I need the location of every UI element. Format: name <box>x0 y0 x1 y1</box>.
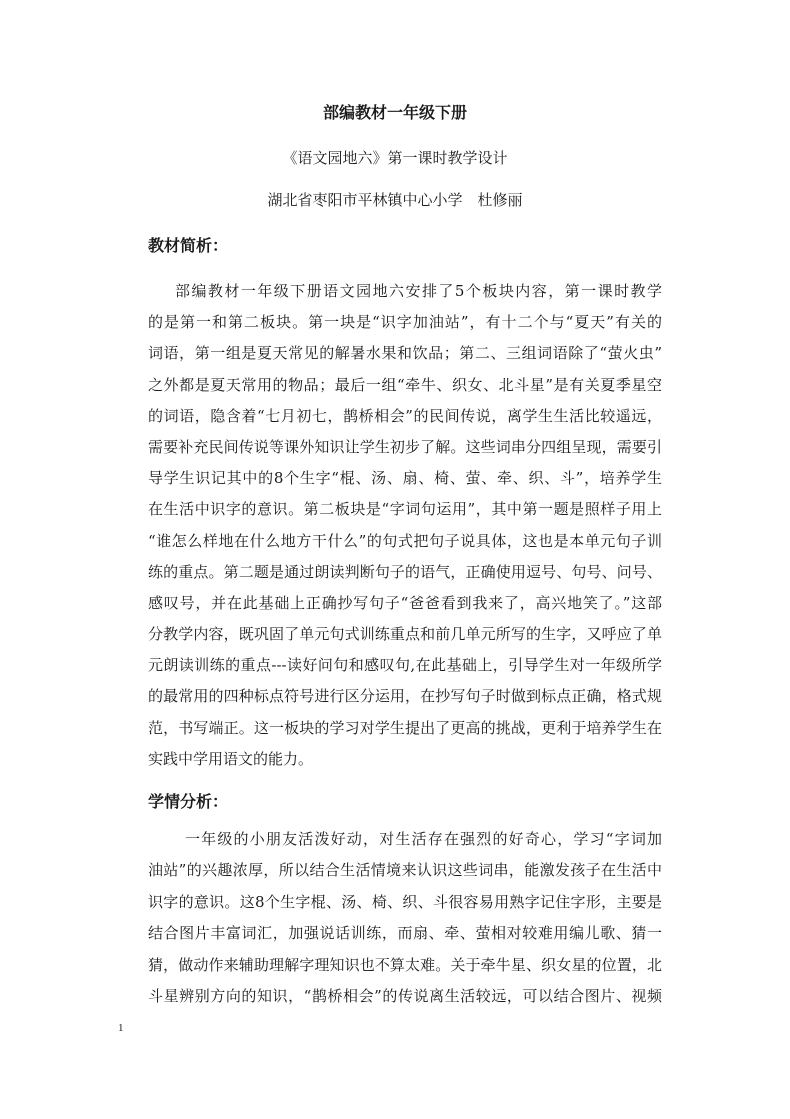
paragraph-line: 的词语，隐含着“七月初七，鹊桥相会”的民间传说，离学生生活比较遥远， <box>148 406 662 425</box>
paragraph-line: 的是第一和第二板块。第一块是“识字加油站”，有十二个与“夏天”有关的 <box>148 313 662 332</box>
section-heading-student-analysis: 学情分析： <box>148 792 229 811</box>
paragraph-line: 导学生识记其中的8个生字“棍、汤、扇、椅、萤、牵、织、斗”，培养学生 <box>148 469 662 488</box>
page-number: 1 <box>118 1022 124 1034</box>
paragraph-line: 分教学内容，既巩固了单元句式训练重点和前几单元所写的生字，又呼应了单 <box>148 625 662 644</box>
paragraph-line: 之外都是夏天常用的物品；最后一组“牵牛、织女、北斗星”是有关夏季星空 <box>148 375 662 394</box>
paragraph-line: 斗星辨别方向的知识，“鹊桥相会”的传说离生活较远，可以结合图片、视频 <box>148 986 662 1005</box>
paragraph-line: 感叹号，并在此基础上正确抄写句子“爸爸看到我来了，高兴地笑了。”这部 <box>148 593 662 612</box>
paragraph-line: 元朗读训练的重点---读好问句和感叹句,在此基础上，引导学生对一年级所学 <box>148 656 662 675</box>
paragraph-line: 的最常用的四种标点符号进行区分运用，在抄写句子时做到标点正确，格式规 <box>148 687 662 706</box>
section-body-textbook-analysis <box>148 276 662 775</box>
document-subtitle: 《语文园地六》第一课时教学设计 <box>282 149 508 167</box>
paragraph-line: “谁怎么样地在什么地方干什么”的句式把句子说具体，这也是本单元句子训 <box>148 531 662 550</box>
paragraph-line: 实践中学用语文的能力。 <box>148 749 314 768</box>
paragraph-line: 部编教材一年级下册语文园地六安排了5个板块内容，第一课时教学 <box>175 282 662 300</box>
paragraph-line: 猜，做动作来辅助理解字理知识也不算太难。关于牵牛星、织女星的位置，北 <box>148 955 662 974</box>
paragraph-line: 词语，第一组是夏天常见的解暑水果和饮品；第二、三组词语除了“萤火虫” <box>148 344 662 363</box>
paragraph-line: 结合图片丰富词汇，加强说话训练，而扇、牵、萤相对较难用编儿歌、猜一 <box>148 924 662 943</box>
paragraph-line: 范，书写端正。这一板块的学习对学生提出了更高的挑战，更利于培养学生在 <box>148 718 662 737</box>
paragraph-line: 一年级的小朋友活泼好动，对生活存在强烈的好奇心，学习“字词加 <box>185 830 662 848</box>
section-heading-textbook-analysis: 教材简析： <box>148 236 229 255</box>
paragraph-line: 需要补充民间传说等课外知识让学生初步了解。这些词串分四组呈现，需要引 <box>148 437 662 456</box>
document-title: 部编教材一年级下册 <box>322 103 467 122</box>
paragraph-line: 油站”的兴趣浓厚，所以结合生活情境来认识这些词串，能激发孩子在生活中 <box>148 861 662 880</box>
paragraph-line: 识字的意识。这8个生字棍、汤、椅、织、斗很容易用熟字记住字形，主要是 <box>148 892 662 911</box>
section-body-student-analysis <box>148 824 662 1012</box>
paragraph-line: 在生活中识字的意识。第二板块是“字词句运用”，其中第一题是照样子用上 <box>148 500 662 519</box>
document-author: 湖北省枣阳市平林镇中心小学 杜修丽 <box>267 191 523 209</box>
paragraph-line: 练的重点。第二题是通过朗读判断句子的语气，正确使用逗号、句号、问号、 <box>148 562 662 581</box>
